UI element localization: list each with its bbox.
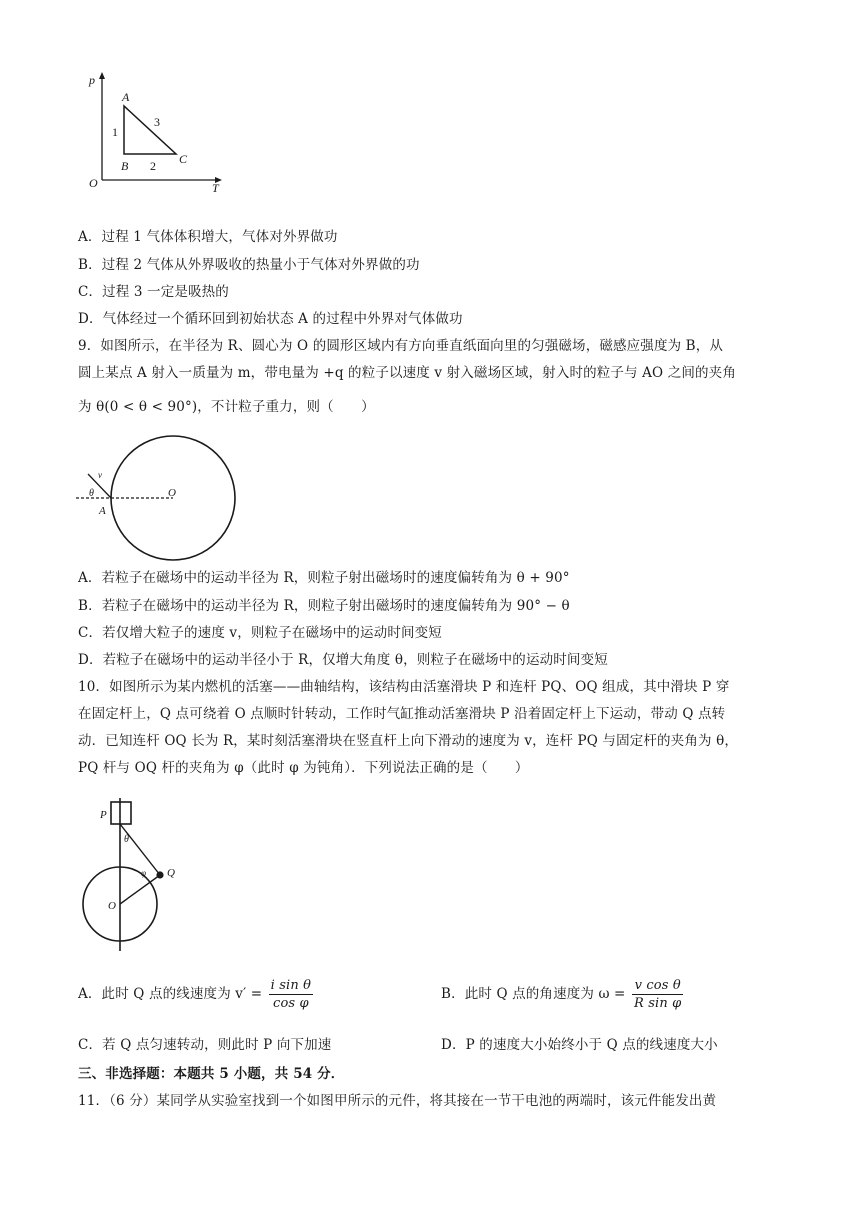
q10-option-a: [78, 977, 313, 1012]
q9-stem-line-3: 为 θ(0 < θ < 90°)，不计粒子重力，则（ ）: [78, 399, 375, 415]
q10-option-b: [441, 977, 683, 1012]
q10-option-a-text: A．此时 Q 点的线速度为 v′ =: [78, 986, 263, 1002]
point-c-label: C: [179, 152, 188, 166]
q9-option-b: B．若粒子在磁场中的运动半径为 R，则粒子射出磁场时的速度偏转角为 90° − θ: [78, 598, 570, 614]
q9-stem-line-1: 9．如图所示，在半径为 R、圆心为 O 的圆形区域内有方向垂直纸面向里的匀强磁场，磁感应强度为 B，从: [78, 338, 724, 354]
q9-option-c: C．若仅增大粒子的速度 v，则粒子在磁场中的运动时间变短: [78, 625, 442, 641]
p-axis-label: p: [89, 73, 95, 87]
cycle-triangle: [124, 106, 176, 154]
q9-option-a: A．若粒子在磁场中的运动半径为 R，则粒子射出磁场时的速度偏转角为 θ + 90°: [78, 570, 570, 586]
q9-stem-line-2: 圆上某点 A 射入一质量为 m，带电量为 +q 的粒子以速度 v 射入磁场区域，射入时的粒子与 AO 之间的夹角: [78, 365, 736, 381]
q8-option-d: D．气体经过一个循环回到初始状态 A 的过程中外界对气体做功: [78, 311, 463, 327]
point-q-dot: [156, 871, 163, 878]
q10-option-b-numerator: v cos θ: [632, 977, 683, 995]
q11-stem-line-1: 11．（6 分）某同学从实验室找到一个如图甲所示的元件，将其接在一节干电池的两端时，该元件能发出黄: [78, 1093, 717, 1109]
theta-label: θ: [89, 488, 94, 499]
q10-option-c: C．若 Q 点匀速转动，则此时 P 向下加速: [78, 1037, 332, 1053]
q10-option-d: D．P 的速度大小始终小于 Q 点的线速度大小: [441, 1037, 718, 1053]
piston-crank-figure: [76, 796, 216, 956]
phi-label: φ: [141, 868, 146, 878]
path-1-label: 1: [112, 125, 118, 139]
section-three-heading: 三、非选择题：本题共 5 小题，共 54 分．: [78, 1066, 345, 1082]
q10-option-b-fraction: [632, 977, 683, 1012]
point-a-label: A: [99, 505, 106, 517]
q8-option-b: B．过程 2 气体从外界吸收的热量小于气体对外界做的功: [78, 257, 420, 273]
q10-option-b-denominator: R sin φ: [633, 996, 682, 1011]
p-axis-arrow: [99, 72, 105, 79]
q10-stem-line-2: 在固定杆上，Q 点可绕着 O 点顺时针转动，工作时气缸推动活塞滑块 P 沿着固定杆上下运动，带动 Q 点转: [78, 706, 726, 722]
q10-stem-line-3: 动．已知连杆 OQ 长为 R，某时刻活塞滑块在竖直杆上向下滑动的速度为 v，连杆 PQ 与固定杆的夹角为 θ，: [78, 733, 738, 749]
origin-label: O: [89, 176, 98, 190]
slider-p-label: P: [100, 809, 107, 821]
center-o-label: O: [168, 487, 176, 499]
point-b-label: B: [121, 159, 129, 173]
path-2-label: 2: [150, 159, 156, 173]
t-axis-label: T: [212, 181, 219, 195]
q10-option-a-denominator: cos φ: [273, 996, 309, 1011]
q9-option-d: D．若粒子在磁场中的运动半径小于 R，仅增大角度 θ，则粒子在磁场中的运动时间变短: [78, 652, 608, 668]
q10-stem-line-1: 10．如图所示为某内燃机的活塞——曲轴结构，该结构由活塞滑块 P 和连杆 PQ、OQ 组成，其中滑块 P 穿: [78, 679, 730, 695]
theta-label: θ: [124, 834, 129, 845]
pt-diagram-figure: [80, 68, 240, 198]
point-q-label: Q: [167, 867, 175, 879]
piston-slider: [111, 802, 131, 824]
point-a-label: A: [122, 90, 130, 104]
q10-option-b-text: B．此时 Q 点的角速度为 ω =: [441, 986, 626, 1002]
path-3-label: 3: [154, 115, 160, 129]
center-o-label: O: [108, 900, 116, 912]
velocity-label: v: [98, 470, 102, 480]
q8-option-c: C．过程 3 一定是吸热的: [78, 284, 229, 300]
q10-option-a-fraction: [269, 977, 314, 1012]
q10-stem-line-4: PQ 杆与 OQ 杆的夹角为 φ（此时 φ 为钝角）．下列说法正确的是（ ）: [78, 760, 529, 776]
q10-option-a-numerator: i sin θ: [270, 978, 312, 993]
q8-option-a: A．过程 1 气体体积增大，气体对外界做功: [78, 229, 338, 245]
magnetic-field-figure: [74, 432, 294, 567]
